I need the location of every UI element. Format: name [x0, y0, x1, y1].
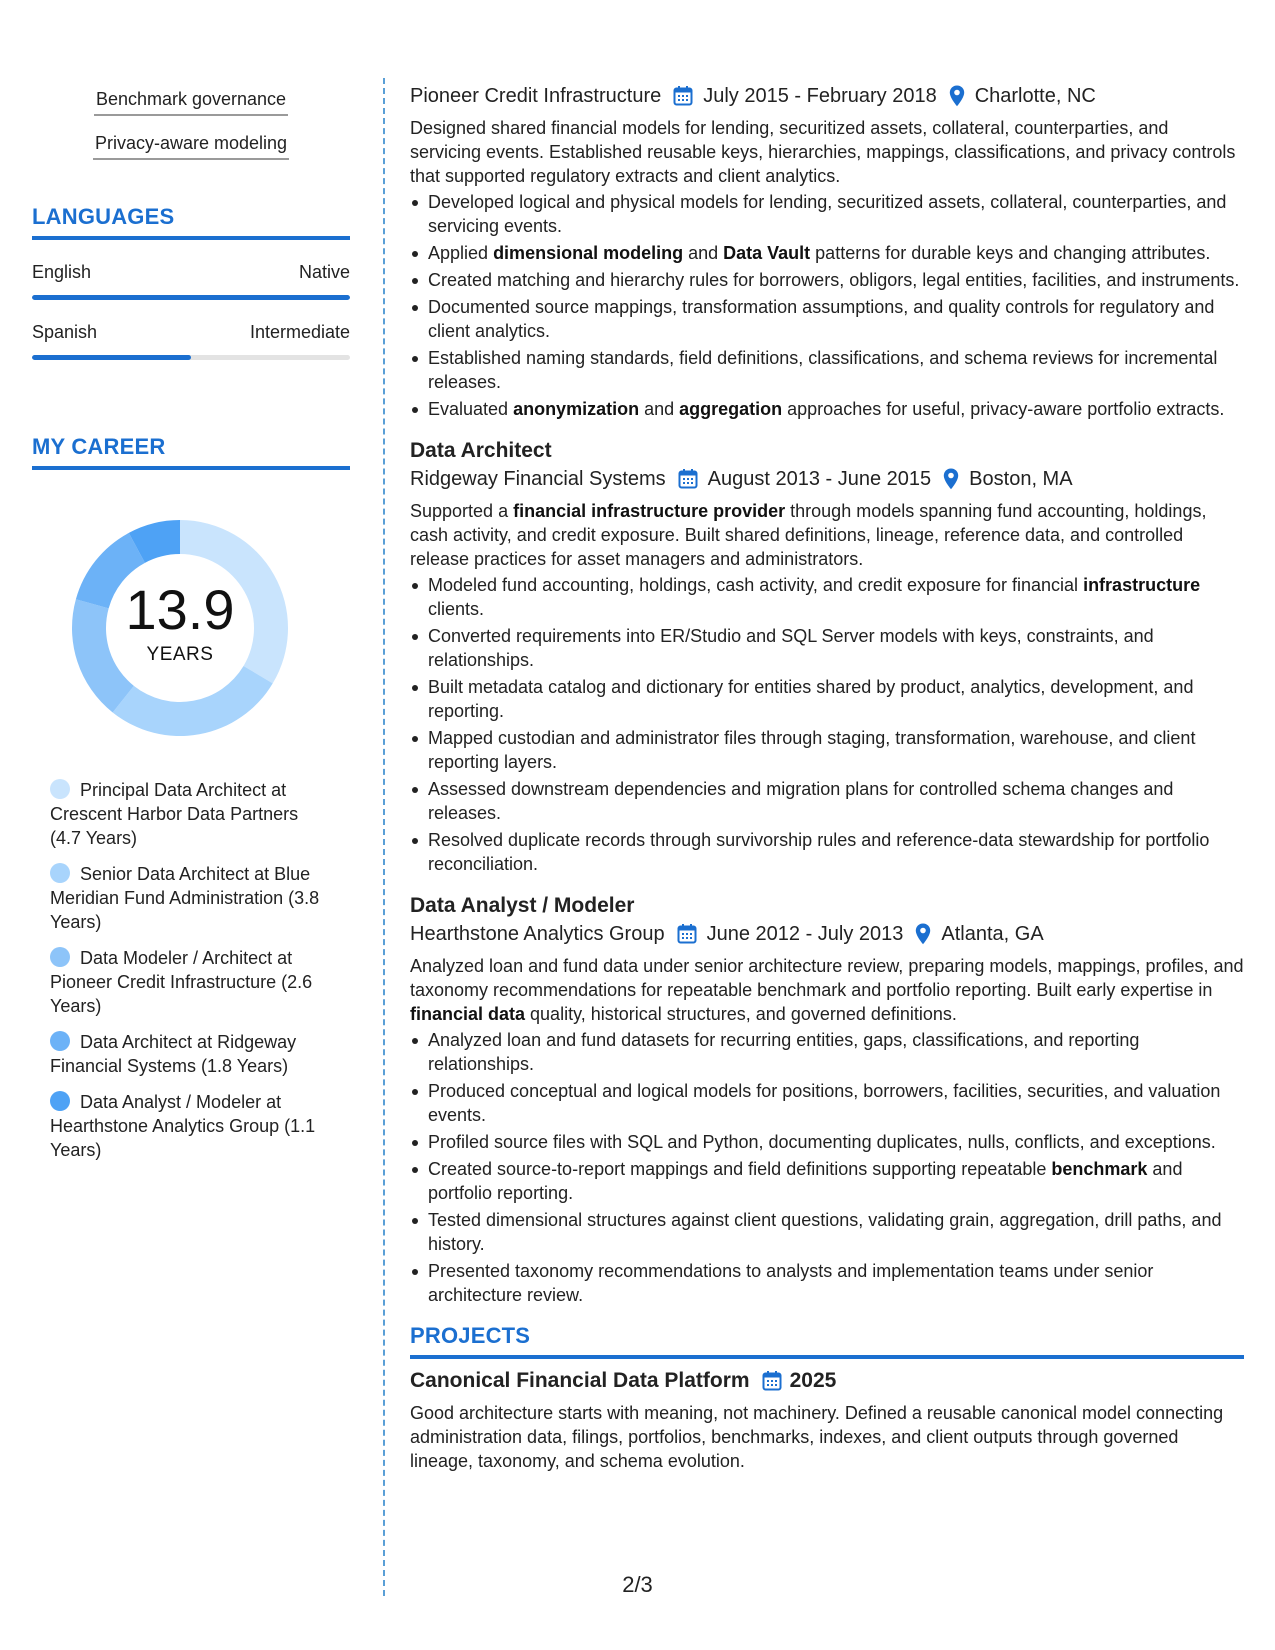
bullet-item: Profiled source files with SQL and Python, documenting duplicates, nulls, conflicts, and exceptions. [410, 1130, 1244, 1154]
left-column [32, 82, 350, 1174]
emphasis-text: infrastructure [1083, 575, 1201, 595]
map-pin-icon [949, 85, 965, 107]
bullet-item: Developed logical and physical models for lending, securitized assets, collateral, counterparties, and servicing events. [410, 190, 1244, 238]
language-item [32, 322, 350, 360]
job-bullets [410, 1028, 1244, 1307]
bullet-item: Mapped custodian and administrator files through staging, transformation, warehouse, and client reporting layers. [410, 726, 1244, 774]
career-total-years: 13.9 [125, 578, 235, 641]
date-icon-wrap [762, 1370, 782, 1392]
job-bullets [410, 190, 1244, 421]
job-location: Charlotte, NC [974, 85, 1096, 107]
calendar-icon [762, 1370, 782, 1392]
language-name: English [32, 262, 92, 282]
language-bar [32, 355, 350, 360]
column-divider [383, 78, 385, 1596]
career-donut-chart [66, 514, 294, 742]
job-location: Boston, MA [969, 468, 1073, 490]
legend-item [50, 1030, 328, 1078]
company-name: Ridgeway Financial Systems [410, 468, 666, 490]
legend-dot [50, 779, 70, 799]
project-title: Canonical Financial Data Platform [410, 1369, 750, 1392]
career-section [32, 434, 350, 1162]
legend-item [50, 946, 328, 1018]
skill-tag: Benchmark governance [94, 88, 288, 116]
bullet-item: Documented source mappings, transformation assumptions, and quality controls for regulatory and client analytics. [410, 295, 1244, 343]
job-dates: August 2013 - June 2015 [707, 468, 932, 490]
language-level: Native [298, 262, 350, 282]
bullet-item: Built metadata catalog and dictionary for entities shared by product, analytics, development, and reporting. [410, 675, 1244, 723]
legend-item [50, 862, 328, 934]
project-title-row [410, 1367, 1244, 1395]
language-name: Spanish [32, 322, 98, 342]
date-icon-wrap [673, 85, 693, 107]
job-location: Atlanta, GA [941, 923, 1044, 945]
legend-dot [50, 863, 70, 883]
job-entry [410, 892, 1244, 1307]
bullet-item: Modeled fund accounting, holdings, cash activity, and credit exposure for financial infrastructure clients. [410, 573, 1244, 621]
skill-tags [32, 88, 350, 160]
job-meta [410, 465, 1244, 493]
bullet-item: Created source-to-report mappings and field definitions supporting repeatable benchmark and portfolio reporting. [410, 1157, 1244, 1205]
job-dates: July 2015 - February 2018 [703, 85, 937, 107]
bullet-item: Presented taxonomy recommendations to analysts and implementation teams under senior architecture review. [410, 1259, 1244, 1307]
right-column [410, 82, 1244, 1473]
language-bar-fill [32, 355, 191, 360]
career-total-unit: YEARS [146, 644, 214, 665]
location-icon-wrap [915, 923, 931, 945]
bullet-item: Analyzed loan and fund datasets for recurring entities, gaps, classifications, and reporting relationships. [410, 1028, 1244, 1076]
legend-label: Data Modeler / Architect at Pioneer Credit Infrastructure (2.6 Years) [50, 948, 313, 1016]
job-entry [410, 437, 1244, 876]
project-description: Good architecture starts with meaning, not machinery. Defined a reusable canonical model connecting administration data, filings, portfolios, benchmarks, indexes, and client outputs through governed lineage, taxonomy, and schema evolution. [410, 1403, 1224, 1471]
legend-dot [50, 1031, 70, 1051]
bullet-item: Resolved duplicate records through survivorship rules and reference-data stewardship for portfolio reconciliation. [410, 828, 1244, 876]
job-title: Data Analyst / Modeler [410, 894, 635, 917]
emphasis-text: benchmark [1051, 1159, 1148, 1179]
legend-dot [50, 1091, 70, 1111]
emphasis-text: aggregation [679, 399, 783, 419]
skill-tag: Privacy-aware modeling [93, 132, 289, 160]
language-bar-fill [32, 295, 350, 300]
location-icon-wrap [943, 468, 959, 490]
job-meta [410, 82, 1244, 110]
projects-heading: PROJECTS [410, 1323, 1244, 1359]
date-icon-wrap [677, 923, 697, 945]
legend-label: Principal Data Architect at Crescent Harbor Data Partners (4.7 Years) [50, 780, 299, 848]
job-dates: June 2012 - July 2013 [706, 923, 904, 945]
career-heading: MY CAREER [32, 434, 350, 470]
legend-label: Senior Data Architect at Blue Meridian Fund Administration (3.8 Years) [50, 864, 320, 932]
job-summary: Designed shared financial models for lending, securitized assets, collateral, counterparties, and servicing events. Established reusable keys, hierarchies, mappings, classifications, and privacy controls that supported regulatory extracts and client analytics. [410, 118, 1236, 186]
legend-dot [50, 947, 70, 967]
calendar-icon [677, 923, 697, 945]
bullet-item: Created matching and hierarchy rules for borrowers, obligors, legal entities, facilities, and instruments. [410, 268, 1244, 292]
languages-section [32, 204, 350, 360]
bullet-item: Applied dimensional modeling and Data Vault patterns for durable keys and changing attributes. [410, 241, 1244, 265]
bullet-item: Produced conceptual and logical models for positions, borrowers, facilities, securities, and valuation events. [410, 1079, 1244, 1127]
page-number: 2/3 [622, 1572, 653, 1597]
legend-item [50, 1090, 328, 1162]
job-bullets [410, 573, 1244, 876]
company-name: Hearthstone Analytics Group [410, 923, 665, 945]
bullet-item: Converted requirements into ER/Studio and SQL Server models with keys, constraints, and relationships. [410, 624, 1244, 672]
emphasis-text: anonymization [513, 399, 640, 419]
map-pin-icon [943, 468, 959, 490]
legend-item [50, 778, 328, 850]
language-level: Intermediate [249, 322, 350, 342]
bullet-item: Assessed downstream dependencies and migration plans for controlled schema changes and releases. [410, 777, 1244, 825]
date-icon-wrap [678, 468, 698, 490]
emphasis-text: financial infrastructure provider [513, 501, 786, 521]
emphasis-text: Data Vault [723, 243, 811, 263]
location-icon-wrap [949, 85, 965, 107]
bullet-item: Tested dimensional structures against client questions, validating grain, aggregation, drill paths, and history. [410, 1208, 1244, 1256]
company-name: Pioneer Credit Infrastructure [410, 85, 662, 107]
legend-label: Data Analyst / Modeler at Hearthstone Analytics Group (1.1 Years) [50, 1092, 316, 1160]
project-year: 2025 [789, 1369, 837, 1392]
calendar-icon [678, 468, 698, 490]
bullet-item: Evaluated anonymization and aggregation approaches for useful, privacy-aware portfolio extracts. [410, 397, 1244, 421]
map-pin-icon [915, 923, 931, 945]
language-item [32, 262, 350, 300]
job-summary: Analyzed loan and fund data under senior architecture review, preparing models, mappings, profiles, and taxonomy recommendations for repeatable benchmark and portfolio reporting. Built early expertise in financial data quality, historical structures, and governed definitions. [410, 956, 1244, 1024]
language-bar [32, 295, 350, 300]
emphasis-text: dimensional modeling [493, 243, 684, 263]
job-entry [410, 82, 1244, 421]
bullet-item: Established naming standards, field definitions, classifications, and schema reviews for incremental releases. [410, 346, 1244, 394]
job-summary: Supported a financial infrastructure provider through models spanning fund accounting, holdings, cash activity, and credit exposure. Built shared definitions, lineage, reference data, and controlled release practices for asset managers and administrators. [410, 501, 1207, 569]
calendar-icon [673, 85, 693, 107]
legend-label: Data Architect at Ridgeway Financial Systems (1.8 Years) [50, 1032, 297, 1076]
career-legend [50, 778, 328, 1162]
job-meta [410, 920, 1244, 948]
languages-heading: LANGUAGES [32, 204, 350, 240]
job-title: Data Architect [410, 439, 552, 462]
emphasis-text: financial data [410, 1004, 526, 1024]
